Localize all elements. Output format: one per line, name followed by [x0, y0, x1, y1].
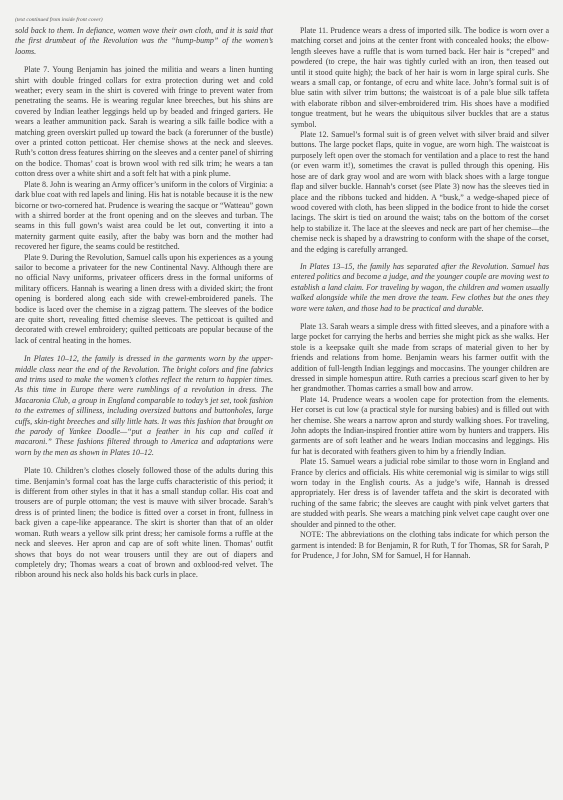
- running-header: (text continued from inside front cover): [15, 17, 103, 23]
- paragraph-plate-10: Plate 10. Children’s clothes closely followed those of the adults during this time. Benjamin’s formal coat has the large cuffs characteristic of this period; it is different from other styles in that it has a small standup collar. His coat and trousers are of purple ottoman; the vest is mauve with silver brocade. Sarah’s dress is of printed linen; the bodice is fitted over a corset in front, fullness in back given a cape-like appearance. The skirt is shorter than that of an older woman. Ruth wears a yellow silk print dress; her camisole forms a ruffle at the neck and sleeves. Her apron and cap are of soft white linen. Thomas’ outfit shows that boys do not wear trousers until they are out of diapers and completely dry; Thomas wears a coat of brown and oxblood-red velvet. The ribbon around his neck also holds his back curls in place.: [15, 466, 273, 580]
- paragraph-intro-continued: sold back to them. In defiance, women wove their own cloth, and it is said that the first drumbeat of the Revolution was the “hump-bump” of the women’s looms.: [15, 26, 273, 56]
- paragraph-plate-12: Plate 12. Samuel’s formal suit is of green velvet with silver braid and silver buttons. The large pocket flaps, quite in vogue, are worn high. The waistcoat is purposely left open over the stomach for ventilation and a place to rest the hand (or even warm it!), sometimes the cravat is pulled through this opening. His hose are of dark gray wool and are worn with black shoes with a large tongue flap and silver buckle. Hannah’s corset (see Plate 3) now has the sleeves tied in place and the ribbons tucked and hidden. A “busk,” a wedge-shaped piece of wood covered with cloth, has been slipped in the bodice front to hide the corset lacings. The skirt is tied on around the waist; tabs on the bottom of the corset help to stabilize it. The lace at the sleeves and neck are part of her chemise—the chemise neck is shaped by a drawstring to conform with the shape of the corset, and the edging is carefully arranged.: [291, 130, 549, 254]
- paragraph-plates-13-15-intro: In Plates 13–15, the family has separated after the Revolution. Samuel has entered politics and become a judge, and the younger couple are moving west to establish a land claim. For traveling by wagon, the children and women usually walked alongside while the men drove the team. Few clothes but the ones they wore were taken, and those had to be practical and durable.: [291, 261, 549, 313]
- paragraph-plate-15: Plate 15. Samuel wears a judicial robe similar to those worn in England and France by clerics and officials. His white ceremonial wig is similar to wigs still worn today in the English courts. As a judge’s wife, Hannah is dressed appropriately. Her dress is of lavender taffeta and the skirt is decorated with ruching of the same fabric; the sleeves are caught with pink velvet garters that are studded with pearls. She wears a matching pink velvet cape caught over one shoulder and pinned to the other.: [291, 457, 549, 529]
- paragraph-plates-10-12-intro: In Plates 10–12, the family is dressed in the garments worn by the upper-middle class near the end of the Revolution. The bright colors and fine fabrics and trims used to make the women’s clothes reflect the return to happier times. As this time in Europe there were rumblings of a revolution in dress. The Macaronia Club, a group in England comparable to today’s jet set, took fashion to the extremes of silliness, including oversized buttons and buttonholes, large cuffs, skin-tight breeches and silly little hats. It was this fashion that brought on the parody of Yankee Doodle—“put a feather in his cap and called it macaroni.” These fashions filtered through to America and adaptations were worn by the men as shown in Plates 10–12.: [15, 354, 273, 457]
- columns: [15, 26, 549, 581]
- paragraph-note: NOTE: The abbreviations on the clothing tabs indicate for which person the garment is intended: B for Benjamin, R for Ruth, T for Thomas, SR for Sarah, P for Prudence, J for John, SM for Samuel, H for Hannah.: [291, 530, 549, 560]
- paragraph-plate-13: Plate 13. Sarah wears a simple dress with fitted sleeves, and a pinafore with a large pocket for carrying the herbs and berries she might pick as she walks. Her stole is a keepsake quilt she made from scraps of material given to her by friends and relations from home. Benjamin wears his farmer outfit with the addition of full-length Indian leggings and moccasins. The younger children are dressed in simple homespun attire. Ruth carries a precious scarf given to her by her grandmother. Thomas carries a small bow and arrow.: [291, 321, 549, 394]
- right-column: [291, 26, 549, 581]
- paragraph-plate-11: Plate 11. Prudence wears a dress of imported silk. The bodice is worn over a matching corset and joins at the center front with concealed hooks; the elbow-length sleeves have a ruffle that is worn turned back. Her hair is “creped” and powdered (to crepe, the hair was tightly curled with an iron, then teased out until it stood quite high); the back of her hair is worn in large spiral curls. She wears a small cap, or fontange, of ecru and white lace. John’s formal suit is of blue satin with silver trim buttons; the waistcoat is of a pale blue silk taffeta with elaborate ribbon and silver-embroidered trim. His shoes have a modified tongue treatment, but he wears the ubiquitous silver buckles that are a status symbol.: [291, 26, 549, 129]
- paragraph-plate-9: Plate 9. During the Revolution, Samuel calls upon his experiences as a young sailor to become a privateer for the new Continental Navy. Although there are no official Navy uniforms, privateer officers dress in the formal uniforms of military officers. Hannah is wearing a linen dress with a divided skirt; the front opening is bordered along each side with crewel-embroidered panels. The bodice is laced over the chemise in a zigzag pattern. The sleeves of the bodice are quite short, revealing fitted chemise sleeves. The petticoat is quilted and decorated with crewel embroidery; quilted petticoats are popular because of the lack of central heating in the homes.: [15, 252, 273, 345]
- paragraph-plate-7: Plate 7. Young Benjamin has joined the militia and wears a linen hunting shirt with double fringed collars for extra protection during wet and cold weather; every seam in the shirt is covered with fringe to prevent water from penetrating the seams. He is wearing regular knee breeches, but his shins are covered by Indian leather leggings held up by beaded and fringed garters. He wears a leather ammunition pack. Sarah is wearing a silk faille bodice with a matching green overskirt pulled up toward the back (a forerunner of the bustle) over a printed cotton petticoat. Her chemise shows at the neck and sleeves. Ruth’s cotton dress features shirring on the sleeves and a center panel of shirring on the bodice. Thomas’ coat is brown wool with red silk trim; he wears a tan cotton dress over a white shirt and a soft felt hat with a pink plume.: [15, 65, 273, 179]
- paragraph-plate-8: Plate 8. John is wearing an Army officer’s uniform in the colors of Virginia: a dark blue coat with red lapels and lining. His hat is notable because it is the new bicorne or two-cornered hat. Prudence is wearing the sacque or “Watteau” gown with a shirred border at the front opening and on the sleeves and turban. The seams in this full gown’s waist area could be let out, converting it into a maternity garment quite easily, after the baby was born and the mother had recovered her figure, the seams could be restitched.: [15, 179, 273, 252]
- left-column: [15, 26, 273, 581]
- paragraph-plate-14: Plate 14. Prudence wears a woolen cape for protection from the elements. Her corset is cut low (a practical style for nursing babies) and is filled out with her chemise. She wears a narrow apron and sturdy walking shoes. For traveling, John adopts the Indian-inspired frontier attire worn by hunters and trappers. His garments are of soft leather and he wears Indian moccasins and leggings. His fur hat is decorated with feathers given to him by a friendly Indian.: [291, 394, 549, 456]
